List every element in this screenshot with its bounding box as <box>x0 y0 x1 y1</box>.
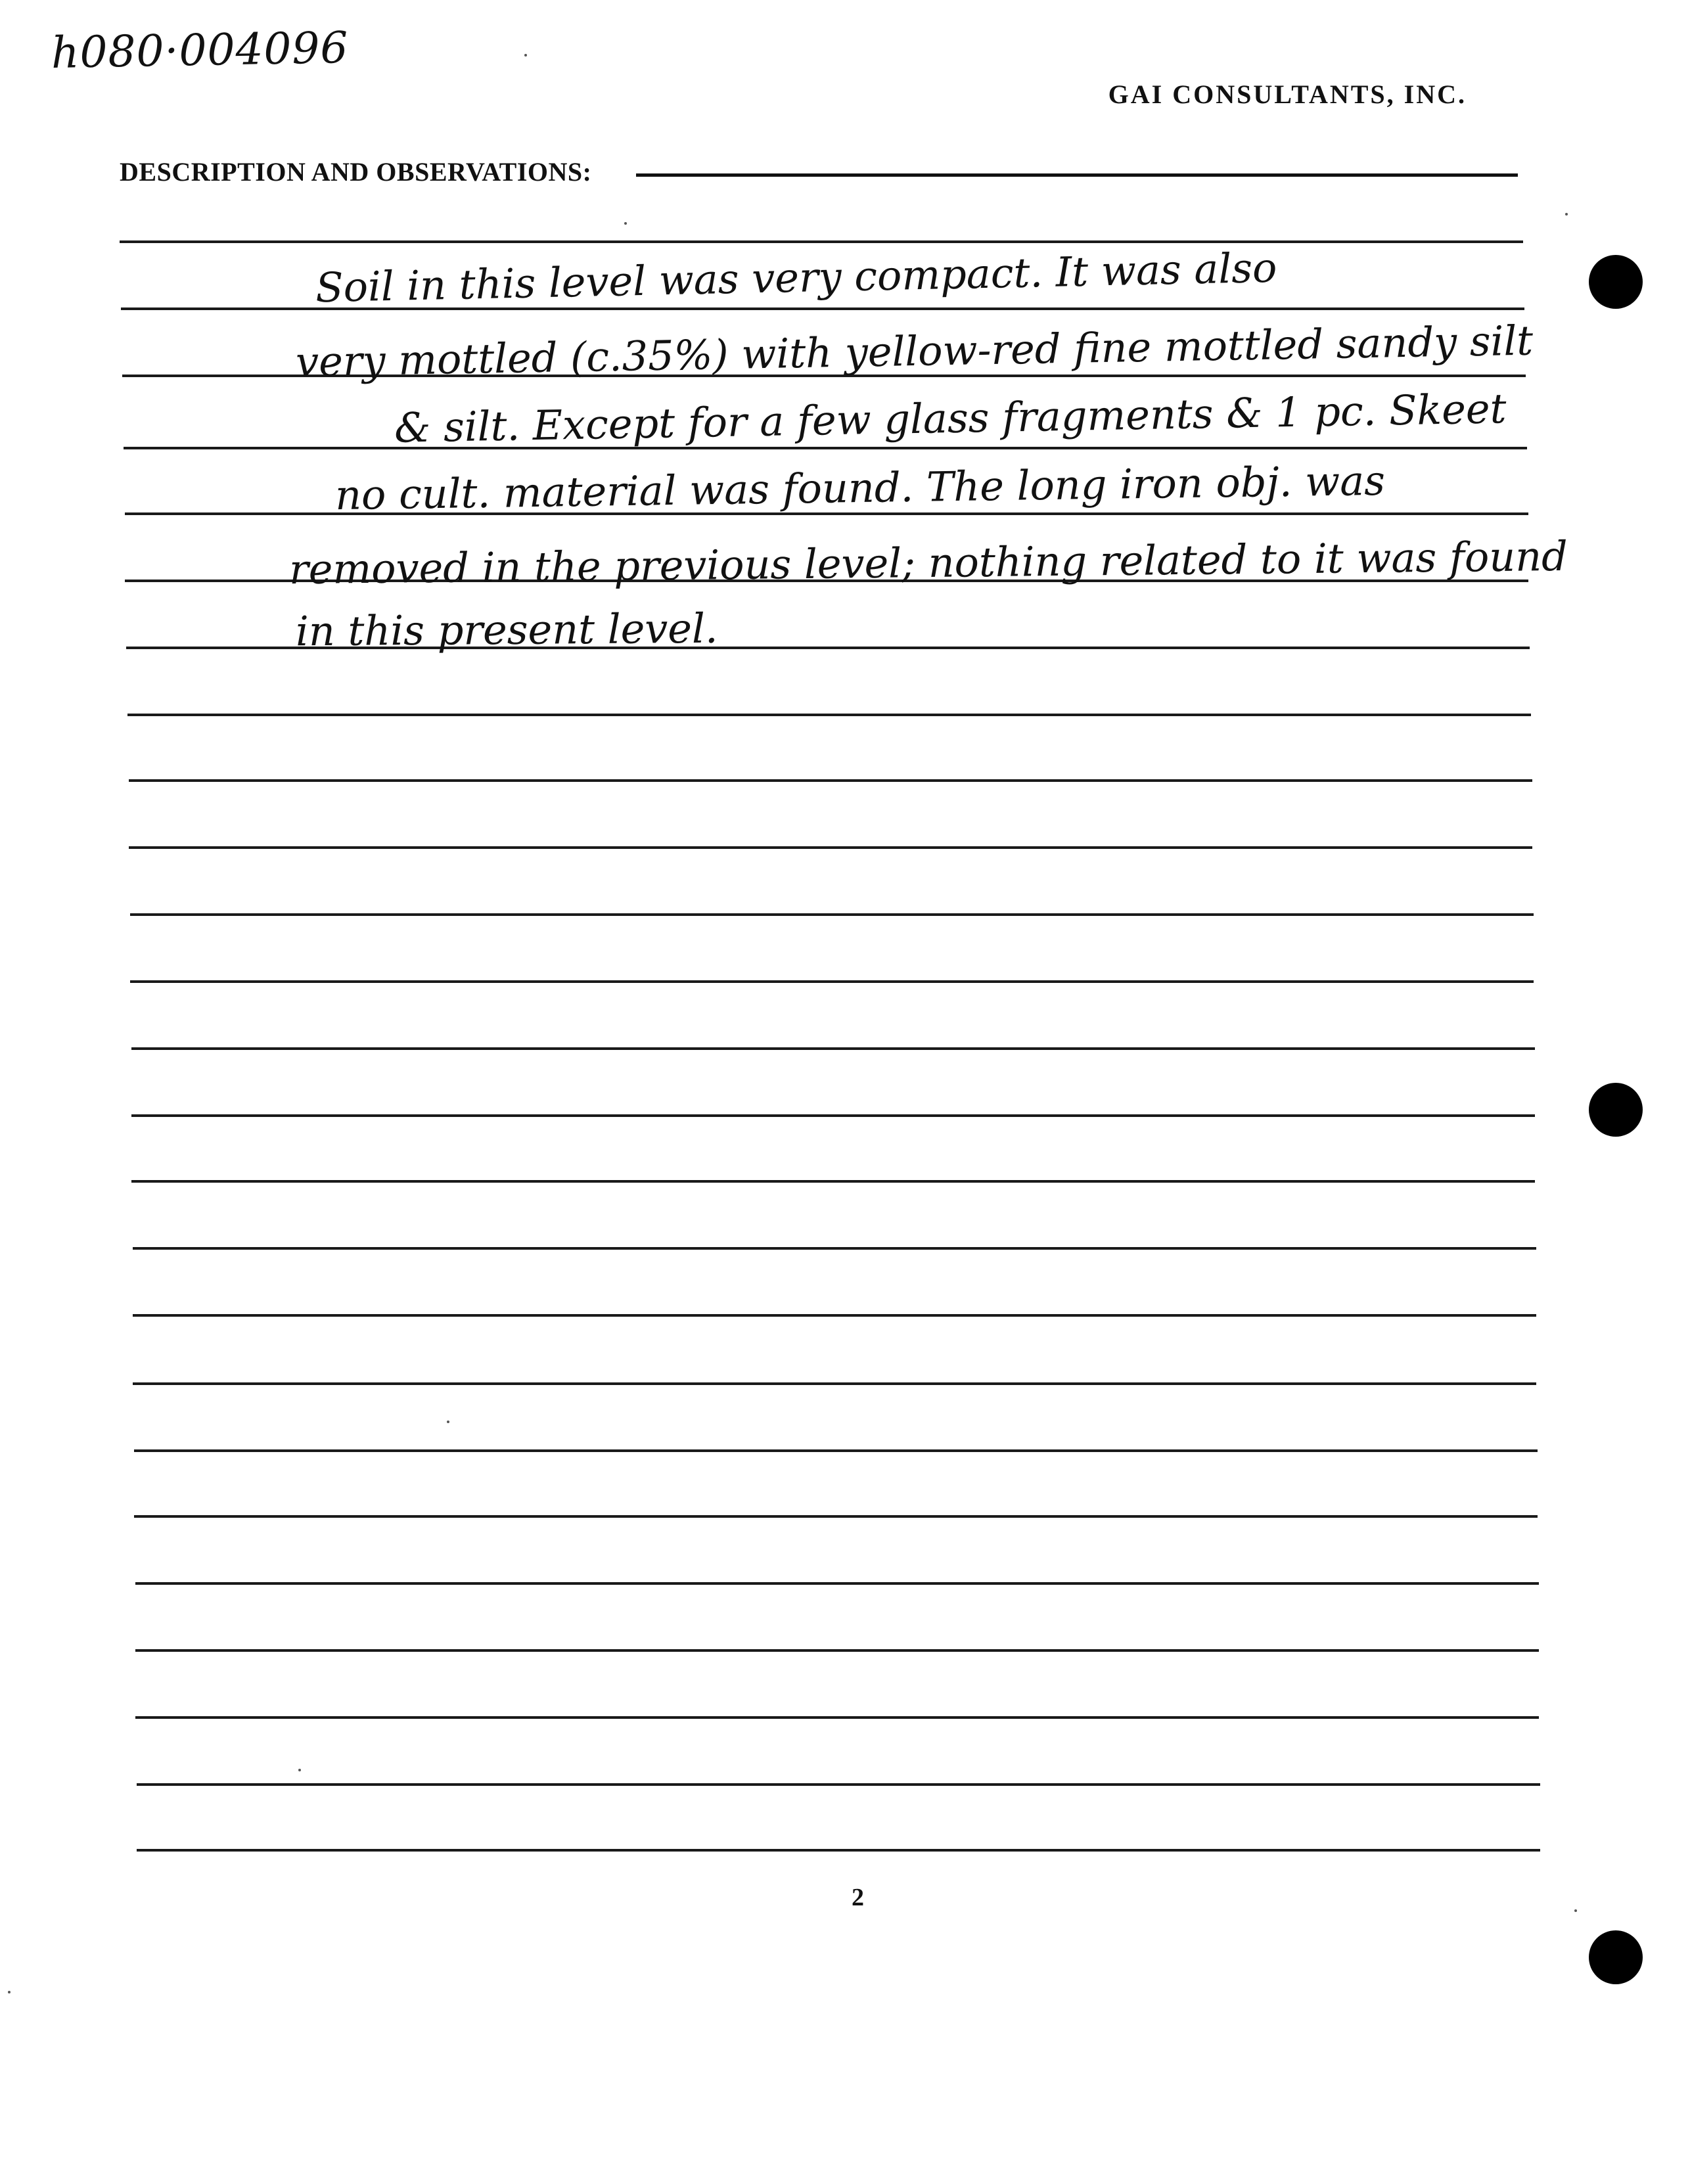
ruled-line <box>134 1515 1538 1518</box>
ruled-line <box>131 1180 1535 1183</box>
ruled-line <box>131 1047 1535 1050</box>
handwritten-document-id: h080·004096 <box>51 22 350 78</box>
handwritten-line: & silt. Except for a few glass fragments & 1 pc. Skeet <box>394 384 1507 452</box>
handwritten-line: removed in the previous level; nothing related to it was found <box>288 532 1568 594</box>
scan-speck <box>8 1991 11 1993</box>
page-number: 2 <box>852 1884 864 1911</box>
handwritten-line: no cult. material was found. The long iron obj. was <box>334 456 1386 520</box>
punch-hole <box>1589 255 1643 309</box>
section-label: DESCRIPTION AND OBSERVATIONS: <box>120 157 592 187</box>
scan-speck <box>298 1769 301 1771</box>
ruled-line <box>130 913 1534 916</box>
scan-speck <box>1565 213 1568 216</box>
ruled-line <box>135 1649 1539 1652</box>
ruled-line <box>130 980 1534 983</box>
scan-speck <box>524 54 527 57</box>
scan-speck <box>624 222 627 225</box>
handwritten-observations <box>0 0 1690 657</box>
punch-hole <box>1589 1930 1643 1984</box>
ruled-line <box>133 1382 1536 1385</box>
ruled-line <box>127 714 1531 716</box>
ruled-line <box>129 846 1532 849</box>
punch-hole <box>1589 1083 1643 1137</box>
scan-speck <box>447 1421 449 1423</box>
scan-speck <box>1574 1909 1577 1912</box>
ruled-line <box>134 1449 1538 1452</box>
handwritten-line: in this present level. <box>295 604 718 656</box>
ruled-line <box>137 1849 1540 1852</box>
handwritten-line: Soil in this level was very compact. It was also <box>315 243 1278 312</box>
ruled-line <box>129 779 1532 782</box>
ruled-line <box>135 1582 1539 1585</box>
ruled-line <box>133 1247 1536 1250</box>
ruled-line <box>131 1114 1535 1117</box>
ruled-line <box>133 1314 1536 1317</box>
company-name: GAI CONSULTANTS, INC. <box>1108 80 1467 109</box>
ruled-line <box>135 1716 1539 1719</box>
ruled-line <box>137 1783 1540 1786</box>
handwritten-line: very mottled (c.35%) with yellow-red fine mottled sandy silt <box>295 316 1534 386</box>
